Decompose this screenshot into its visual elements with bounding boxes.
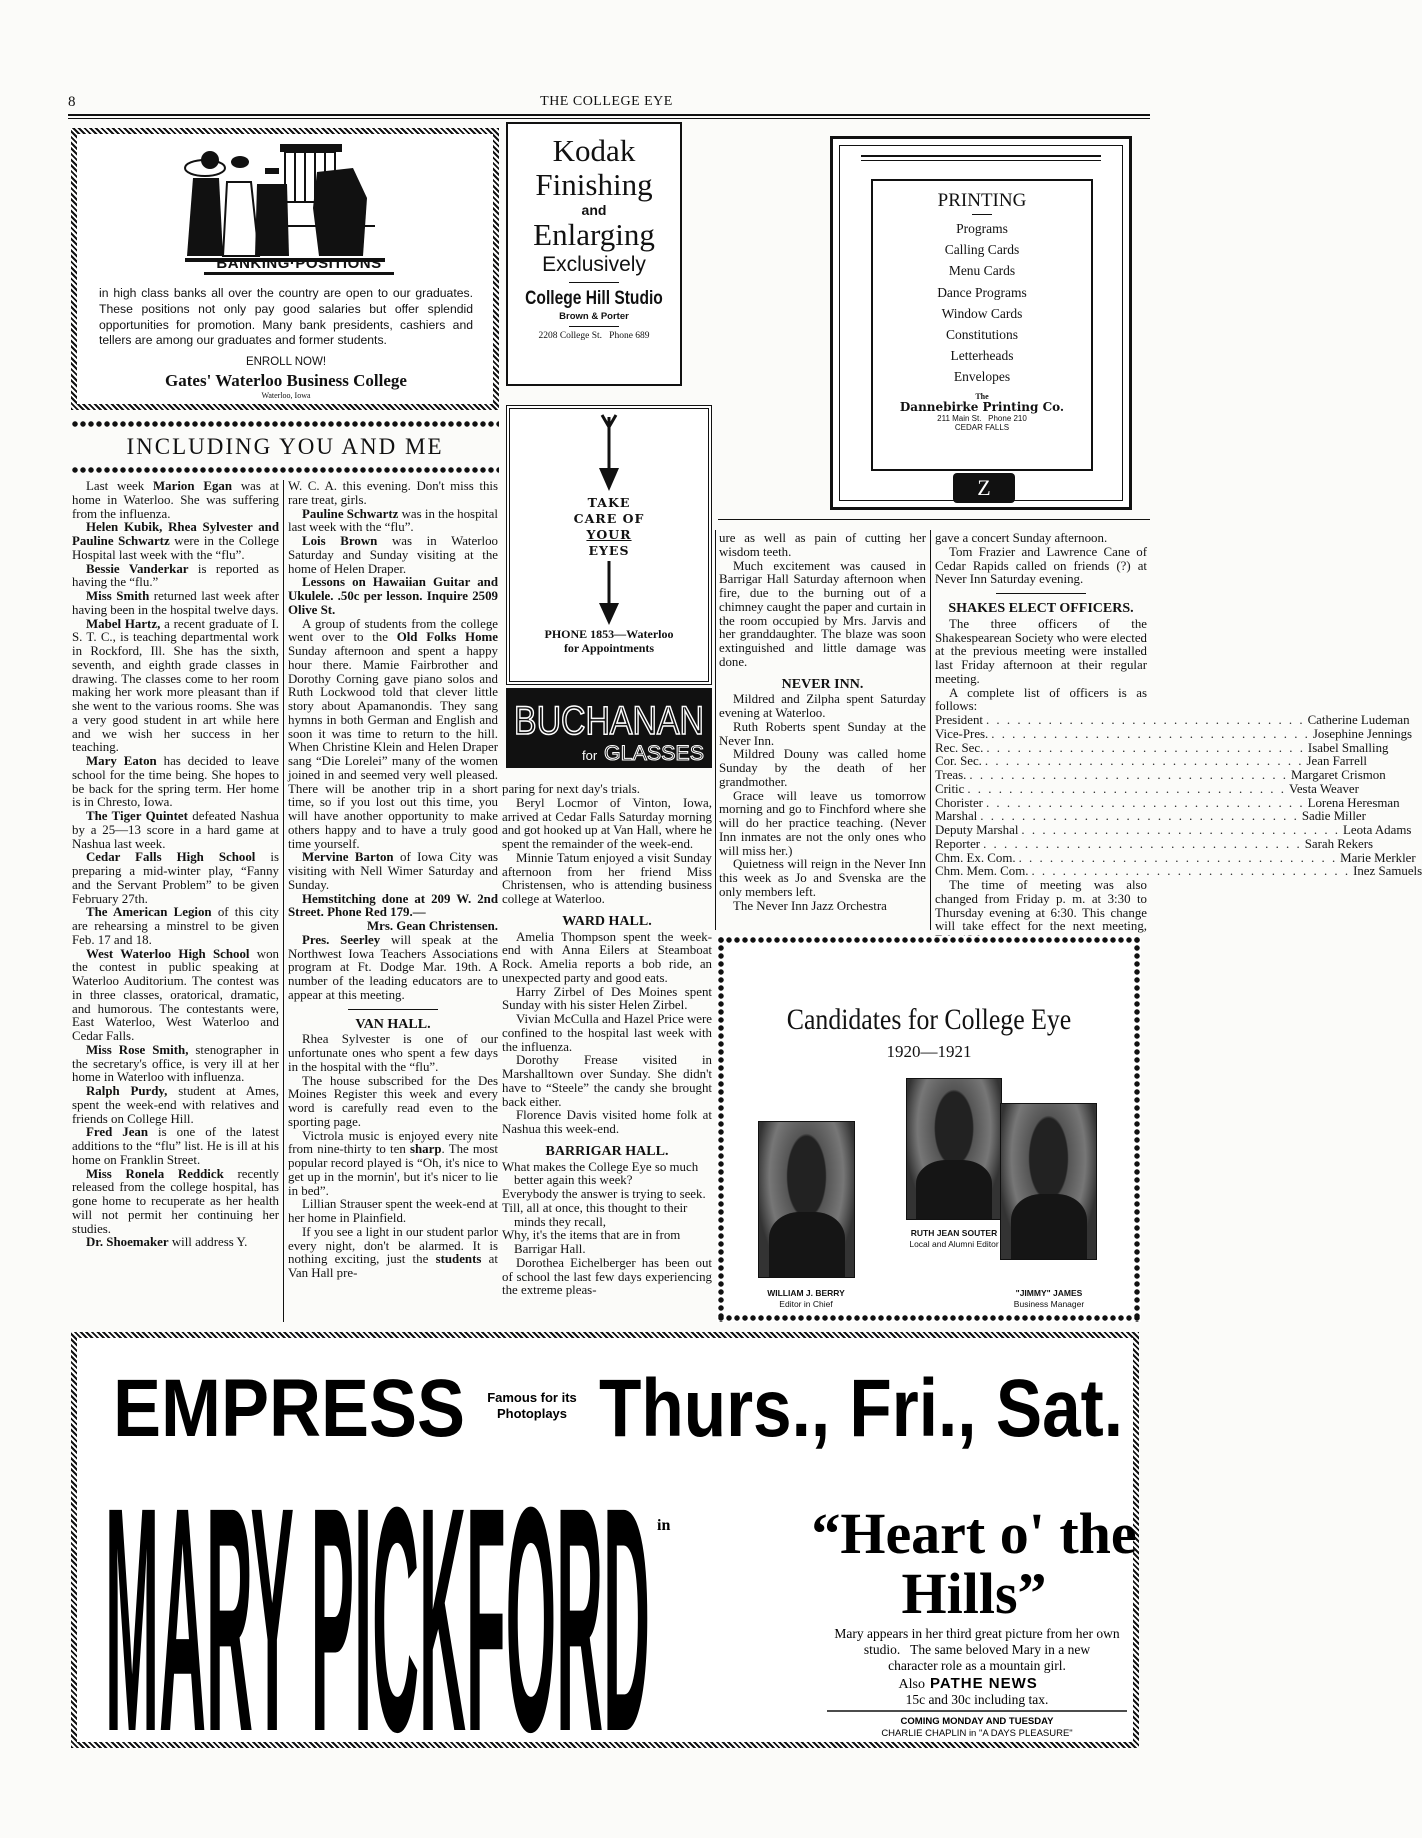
news-item <box>72 851 279 906</box>
buchanan-logo-art <box>508 690 710 766</box>
news-item <box>72 906 279 947</box>
film-description: character role as a mountain girl. <box>888 1658 1066 1673</box>
banking-ad-body <box>99 286 473 401</box>
news-item-text: Last week <box>86 479 154 493</box>
news-item-lead: Hemstitching done at 209 W. 2nd Street. Phone Red 179.— <box>288 891 498 920</box>
officer-name: Leota Adams <box>1343 823 1412 837</box>
arrow-down-icon <box>594 413 624 495</box>
news-item-lead: Miss Rose Smith, <box>86 1042 189 1057</box>
news-item-lead: Mrs. Gean Christensen. <box>366 919 498 933</box>
slogan-line-1: Famous for its <box>487 1390 577 1405</box>
diamond-border <box>717 1314 1141 1322</box>
your-line: YOUR <box>586 527 632 542</box>
news-item-text: won the contest in public speaking at Waterloo Auditorium. The contest was in three classes, oratorical, dramatic, and humorous. The contestants were, East Waterloo, West Waterloo and Cedar Falls. <box>72 946 279 1043</box>
enroll-now: ENROLL NOW! <box>245 356 327 369</box>
phone-line: PHONE 1853—Waterloo <box>544 627 674 641</box>
printing-service-item: Calling Cards <box>944 242 1020 258</box>
news-item <box>72 755 279 810</box>
news-item-lead: sharp <box>410 1142 442 1157</box>
news-item <box>935 618 1147 687</box>
poem-line: Till, all at once, this thought to their minds they recall, <box>502 1200 688 1229</box>
empress-theater-ad <box>71 1332 1139 1798</box>
school-location: Waterloo, Iowa <box>261 390 311 400</box>
news-item-text: defeated Nashua by a 25—13 score in a hard game at Nashua last week. <box>72 809 279 851</box>
printing-service-item: Menu Cards <box>948 263 1016 279</box>
coming-soon-heading: COMING MONDAY AND TUESDAY <box>900 1716 1054 1727</box>
section-heading: BARRIGAR HALL. <box>545 1143 669 1159</box>
printing-ad <box>830 136 1132 510</box>
news-item <box>288 920 498 934</box>
news-item-text: Victrola music is enjoyed every nite from nine-thirty to ten <box>288 1128 498 1157</box>
frame-ornament <box>861 155 1101 161</box>
news-item-text: a recent graduate of I. S. T. C., is teaching departmental work in Rockford, Ill. She has the sixth, seventh, and eighth grade classes in drawing. The classes come to her room making her work more pleasant than if she went to the various rooms. She was a very good student in art while here and we wish her success in her teaching. <box>72 616 279 755</box>
eye-ad-text <box>510 495 708 559</box>
news-item-text: The Never Inn Jazz Orchestra <box>733 898 887 913</box>
news-item-text: Lillian Strauser spent the week-end at her home in Plainfield. <box>288 1197 498 1225</box>
news-item-text: Harry Zirbel of Des Moines spent Sunday with his sister Helen Zirbel. <box>502 984 712 1013</box>
news-item-text: If you see a light in our student parlor every night, don't be alarmed. It is nothing exciting, just the <box>288 1224 498 1267</box>
news-item-text: was in Waterloo Saturday and Sunday visiting at the home of Helen Draper. <box>288 534 498 576</box>
news-item <box>288 1198 498 1226</box>
printing-service-item: Constitutions <box>945 327 1018 343</box>
news-item <box>719 721 926 749</box>
officer-name: Josephine Jennings <box>1312 726 1413 741</box>
printing-services-box <box>871 179 1093 471</box>
section-heading: INCLUDING YOU AND ME <box>126 434 444 459</box>
officer-role: President <box>935 713 983 727</box>
arrow-down-icon <box>594 561 624 627</box>
leader-dots <box>985 755 1304 769</box>
banking-positions-heading: BANKING·POSITIONS <box>204 255 394 275</box>
news-item-text: A group of students from the college went over to the <box>288 616 498 645</box>
printing-service-item: Window Cards <box>941 305 1023 321</box>
news-item-text: gave a concert Sunday afternoon. <box>935 531 1108 545</box>
news-item <box>288 480 498 508</box>
section-heading: WARD HALL. <box>562 913 652 929</box>
officer-name: Jean Farrell <box>1306 754 1367 769</box>
news-item <box>719 900 926 914</box>
officer-role: Rec. Sec. <box>935 740 984 755</box>
news-item <box>719 532 926 560</box>
news-item-lead: students <box>435 1252 482 1267</box>
officer-role: Chm. Mem. Com. <box>935 864 1029 879</box>
divider <box>569 282 619 283</box>
candidate-name: "JIMMY" JAMES <box>1015 1288 1083 1298</box>
leader-dots <box>1019 852 1338 866</box>
film-description: studio. The same beloved Mary in a new <box>863 1642 1091 1657</box>
officer-role: Critic <box>935 781 965 796</box>
news-item-text: Ruth Roberts spent Sunday at the Never Inn. <box>719 719 926 748</box>
candidate-role: Business Manager <box>1013 1299 1085 1309</box>
leader-dots <box>983 838 1302 852</box>
news-item <box>502 1013 712 1054</box>
candidate-caption <box>974 1288 1124 1310</box>
officer-role: Chm. Ex. Com. <box>935 850 1016 865</box>
leader-dots <box>986 797 1305 811</box>
news-item-text: Rhea Sylvester is one of our unfortunate ones who spent a few days in the hospital with the “flu”. <box>288 1032 498 1074</box>
news-column-5 <box>935 531 1422 934</box>
slogan-line-2: Photoplays <box>496 1406 568 1421</box>
news-item <box>72 948 279 1044</box>
masthead-title: THE COLLEGE EYE <box>540 94 673 109</box>
ticket-price: 15c and 30c including tax. <box>905 1692 1049 1707</box>
officer-name: Marie Merkler <box>1340 850 1416 865</box>
officer-role: Marshal <box>935 809 978 824</box>
news-item <box>72 1085 279 1126</box>
candidate-caption <box>731 1288 881 1310</box>
officer-role: Deputy Marshal <box>935 823 1019 837</box>
also-label: Also <box>898 1677 925 1692</box>
news-item-lead: Bessie Vanderkar <box>86 561 189 576</box>
section-rule <box>996 593 1086 594</box>
candidates-title: Candidates for College Eye <box>786 1003 1072 1036</box>
column-rule <box>283 480 284 1322</box>
news-item-text: ure as well as pain of cutting her wisdom teeth. <box>719 531 926 559</box>
diamond-border <box>717 936 725 1322</box>
news-item-lead: Mervine Barton <box>302 850 394 865</box>
officer-row <box>935 850 1416 866</box>
news-item-lead: Lessons on Hawaiian Guitar and Ukulele. .50c per lesson. Inquire 2509 Olive St. <box>288 575 498 617</box>
news-item-text: The time of meeting was also changed from Friday p. m. at 3:30 to Thursday evening at 6:30. This change will take effect for the next meeting, <box>935 878 1147 934</box>
empress-ad-art <box>77 1338 1137 1798</box>
officer-row <box>935 713 1410 728</box>
printing-service-item: Programs <box>956 221 1008 236</box>
officer-row <box>935 795 1400 811</box>
leader-dots <box>980 810 1299 824</box>
and-line: and <box>581 202 607 218</box>
poem-line: Why, it's the items that are in from Barrigar Hall. <box>502 1228 681 1256</box>
news-item <box>288 576 498 617</box>
news-item <box>502 1257 712 1298</box>
candidate-name: WILLIAM J. BERRY <box>767 1288 845 1298</box>
enlarging-line: Enlarging <box>533 217 655 252</box>
news-item <box>502 783 712 797</box>
officer-row <box>935 768 1386 783</box>
news-item-text: Tom Frazier and Lawrence Cane of Cedar Rapids called on friends (?) at Never Inn Saturday evening. <box>935 544 1147 587</box>
printing-services-list <box>873 218 1091 388</box>
appointments-line: for Appointments <box>563 641 655 655</box>
news-item-text: is reported as having the “flu.” <box>72 561 279 590</box>
brand-name: BUCHANAN <box>514 699 704 743</box>
news-item-text: were in the College Hospital last week with the “flu”. <box>72 534 279 562</box>
officer-name: Sarah Rekers <box>1304 836 1374 851</box>
officer-name: Margaret Crismon <box>1291 768 1386 782</box>
news-item <box>288 618 498 852</box>
news-item-text: The three officers of the Shakespearean Society who were elected at the previous meeting were installed last Friday afternoon at their regular meeting. <box>935 616 1147 686</box>
news-item-lead: Cedar Falls High School <box>86 850 256 865</box>
news-item <box>288 535 498 576</box>
diamond-border <box>71 420 499 428</box>
news-item <box>719 790 926 859</box>
news-column-3 <box>502 783 712 1323</box>
diamond-border <box>1133 936 1141 1322</box>
exclusively-line: Exclusively <box>542 253 646 276</box>
company-article: The <box>975 391 989 401</box>
news-item <box>502 852 712 907</box>
divider <box>972 214 992 215</box>
candidates-years: 1920—1921 <box>886 1042 972 1061</box>
news-item-text: Vivian McCulla and Hazel Price were confined to the hospital last week with the influenza. <box>502 1012 712 1054</box>
news-item-lead: Mabel Hartz, <box>86 616 161 631</box>
officer-name: Sadie Miller <box>1301 809 1366 824</box>
kodak-line: Kodak <box>552 133 636 168</box>
news-item-text: was in the hospital last week with the “flu”. <box>288 506 498 535</box>
leader-dots <box>991 728 1310 742</box>
news-item-lead: Lois Brown <box>302 534 378 548</box>
news-item <box>288 934 498 1003</box>
film-description: Mary appears in her third great picture from her own <box>834 1626 1120 1641</box>
banking-ad-text: in high class banks all over the country are open to our graduates. These positions not only pay good salaries but offer splendid opportunities for promotion. Many bank presidents, cashiers and tellers are among our graduates and former students. <box>99 286 473 348</box>
news-item-text: Beryl Locmor of Vinton, Iowa, arrived at Cedar Falls Saturday morning and got hooked up at Van Hall, where he spent the remainder of the week-end. <box>502 795 712 851</box>
leader-dots <box>969 769 1288 783</box>
printing-title: PRINTING <box>937 190 1027 211</box>
coming-soon-feature: CHARLIE CHAPLIN in "A DAYS PLEASURE" <box>881 1728 1073 1739</box>
officer-row <box>935 726 1413 742</box>
banking-positions-ad <box>71 128 499 410</box>
take-line: TAKE <box>587 495 631 510</box>
frame-monogram: Z <box>953 473 1015 503</box>
news-item <box>288 893 498 921</box>
news-item-lead: Ralph Purdy, <box>86 1084 168 1098</box>
news-item-text: is one of the latest additions to the “flu” list. He is ill at his home on Franklin Street. <box>72 1125 279 1167</box>
news-item-text: Amelia Thompson spent the week-end with Anna Eilers at Steamboat Rock. Amelia reports a bob ride, an unexpected party and good eats. <box>502 929 712 985</box>
news-item-lead: Pauline Schwartz <box>302 506 399 521</box>
news-item <box>288 1130 498 1199</box>
eyes-line: EYES <box>588 543 630 558</box>
news-item-text: of Iowa City was visiting with Nell Wimer Saturday and Sunday. <box>288 850 498 892</box>
section-heading: VAN HALL. <box>355 1016 431 1032</box>
news-item <box>719 693 926 721</box>
leader-dots <box>1031 865 1350 879</box>
news-item <box>719 748 926 789</box>
news-column-4 <box>719 532 926 930</box>
officer-role: Reporter <box>935 836 981 851</box>
film-title-line-1: “Heart o' the <box>811 1501 1137 1566</box>
company-city: CEDAR FALLS <box>954 422 1010 432</box>
officer-row <box>935 864 1422 879</box>
column-rule <box>930 530 931 930</box>
finishing-line: Finishing <box>535 167 653 202</box>
candidate-role: Local and Alumni Editor <box>909 1239 999 1249</box>
news-item-text: A complete list of officers is as follows: <box>935 685 1147 714</box>
leader-dots <box>986 714 1305 728</box>
printing-service-item: Dance Programs <box>937 284 1027 300</box>
news-item-text: Florence Davis visited home folk at Nashua this week-end. <box>502 1108 712 1136</box>
news-item <box>502 931 712 986</box>
news-item <box>288 1226 498 1281</box>
news-item-text: W. C. A. this evening. Don't miss this rare treat, girls. <box>288 479 498 507</box>
news-item-text: returned last week after having been in the hospital twelve days. <box>72 589 279 617</box>
news-item <box>72 1236 279 1250</box>
news-item-text: Quietness will reign in the Never Inn this week as Jo and Svenska are the only members left. <box>719 857 926 899</box>
officer-role: Chorister <box>935 795 983 810</box>
news-item <box>72 521 279 562</box>
brand-for: for <box>582 748 598 763</box>
officer-name: Lorena Heresman <box>1307 795 1400 810</box>
officer-name: Isabel Smalling <box>1307 740 1389 755</box>
news-item <box>72 590 279 618</box>
officer-name: Catherine Ludeman <box>1307 713 1410 727</box>
section-rule <box>348 1009 438 1010</box>
news-item <box>288 851 498 892</box>
officer-name: Vesta Weaver <box>1288 781 1359 796</box>
news-column-1 <box>72 480 279 1322</box>
news-item <box>72 563 279 591</box>
news-item <box>935 687 1147 715</box>
section-heading: NEVER INN. <box>781 676 864 692</box>
school-name: Gates' Waterloo Business College <box>165 370 407 390</box>
kodak-finishing-ad <box>506 122 682 386</box>
news-item <box>719 560 926 670</box>
news-item-lead: Fred Jean <box>86 1125 149 1140</box>
news-item <box>502 986 712 1014</box>
studio-name: College Hill Studio <box>525 288 663 309</box>
news-item-text: Mildred Douny was called home Sunday by the death of her grandmother. <box>719 747 926 789</box>
news-item-text: is preparing a mid-winter play, “Fanny and the Servant Problem” to be given February 27th. <box>72 850 279 906</box>
news-item <box>502 797 712 852</box>
news-item-lead: The Tiger Quintet <box>86 809 188 823</box>
news-item-text: at Van Hall pre- <box>288 1252 498 1280</box>
divider <box>569 326 619 327</box>
section-heading: SHAKES ELECT OFFICERS. <box>948 601 1134 616</box>
officer-name: Inez Samuels <box>1353 864 1422 879</box>
news-item-text: Dorothy Frease visited in Marshalltown over Sunday. She didn't have to “Steele” the candy she brought back either. <box>502 1053 712 1109</box>
news-item <box>72 810 279 851</box>
candidate-caption <box>879 1228 1029 1250</box>
news-item <box>288 1075 498 1130</box>
buchanan-glasses-logo <box>506 688 712 768</box>
news-item-text: recently released from the college hospital, has gone home to recuperate as her health will not permit her continuing her studies. <box>72 1166 279 1236</box>
news-item <box>72 1044 279 1085</box>
company-name: Dannebirke Printing Co. <box>899 399 1065 414</box>
officer-role: Cor. Sec. <box>935 754 982 769</box>
bank-customers-illustration <box>185 138 385 262</box>
leader-dots <box>1021 824 1340 838</box>
news-item <box>502 1054 712 1109</box>
column-rule <box>715 530 716 930</box>
eye-care-ad <box>506 405 712 685</box>
news-column-2 <box>288 480 498 1322</box>
news-item-text: student at Ames, spent the week-end with relatives and friends on College Hill. <box>72 1084 279 1126</box>
news-item-text: Sunday afternoon and spent a happy hour there. Mamie Fairbrother and Dorothy Corning gave piano solos and Ruth Lockwood told that clever little story about Apamanondis. They sang hymns in both German and English and soon it was time to return to the hill. When Christine Klein and Helen Draper sang “Die Lorelei” many of the women joined in and seemed very well pleased. There will be another trip in a short time, so if you lost out this time, you will have another opportunity to make others happy and to have a truly good time yourself. <box>288 644 498 851</box>
news-item <box>72 1168 279 1237</box>
news-item-lead: Pres. Seerley <box>302 932 381 947</box>
star-name: MARY PICKFORD <box>105 1440 650 1798</box>
news-item-lead: West Waterloo High School <box>86 946 250 961</box>
printing-service-item: Letterheads <box>950 348 1014 364</box>
news-item-text: Dorothea Eichelberger has been out of school the last few days experiencing the extreme pleas- <box>502 1255 712 1298</box>
officer-role: Treas. <box>935 768 967 782</box>
news-item-text: Minnie Tatum enjoyed a visit Sunday afternoon from her friend Miss Christensen, who is attending business college at Waterloo. <box>502 850 712 906</box>
news-item-lead: Marion Egan <box>153 479 233 493</box>
also-feature: PATHE NEWS <box>930 1675 1038 1692</box>
film-title-line-2: Hills” <box>901 1561 1047 1626</box>
news-item-text: Grace will leave us tomorrow morning and go to Finchford where she will do her practice teaching. (Never Inn inmates are not the only ones who will miss her.) <box>719 788 926 858</box>
news-item-lead: Mary Eaton <box>86 754 157 768</box>
news-item-text: The house subscribed for the Des Moines Register this week and every word is carefully read even to the sporting page. <box>288 1073 498 1129</box>
studio-address: 2208 College St. Phone 689 <box>538 331 650 341</box>
news-item-text: paring for next day's trials. <box>502 782 640 796</box>
officer-row <box>935 781 1359 797</box>
officer-role: Vice-Pres. <box>935 726 989 741</box>
news-item <box>935 546 1147 587</box>
diamond-border <box>717 936 1141 944</box>
news-item-text: will speak at the Northwest Iowa Teachers Associations program at Ft. Dodge Mar. 19th. A number of the leading educators are to appear at this meeting. <box>288 932 498 1002</box>
officer-row <box>935 836 1374 852</box>
show-days: Thurs., Fri., Sat. <box>599 1363 1123 1454</box>
news-item <box>72 480 279 521</box>
news-item-text: of this city are rehearsing a minstrel to be given Feb. 17 and 18. <box>72 905 279 947</box>
company-address: 211 Main St. Phone 210 <box>937 413 1027 423</box>
leader-dots <box>986 742 1305 756</box>
officer-row <box>935 754 1367 769</box>
news-item <box>502 1109 712 1137</box>
section-rule <box>718 519 1150 520</box>
candidate-photo <box>758 1121 855 1278</box>
officer-row <box>935 823 1412 838</box>
news-item <box>935 532 1147 546</box>
theater-name: EMPRESS <box>113 1363 465 1454</box>
leader-dots <box>967 783 1286 797</box>
candidate-role: Editor in Chief <box>779 1299 833 1309</box>
page-number: 8 <box>68 94 76 110</box>
news-item-lead: Helen Kubik, Rhea Sylvester and Pauline Schwartz <box>72 520 279 548</box>
candidate-name: RUTH JEAN SOUTER <box>910 1228 998 1238</box>
officer-row <box>935 740 1389 756</box>
news-item-text: has decided to leave school for the time being. She hopes to be back for the spring term. Her home is in Chresto, Iowa. <box>72 754 279 810</box>
news-item-text: Mildred and Zilpha spent Saturday evening at Waterloo. <box>719 692 926 720</box>
news-item-lead: Miss Ronela Reddick <box>86 1166 224 1181</box>
news-item <box>72 618 279 756</box>
news-item <box>719 858 926 899</box>
candidate-photo <box>906 1078 1002 1220</box>
in-label: in <box>657 1517 671 1534</box>
news-item-text: Much excitement was caused in Barrigar Hall Saturday afternoon when fire, due to the burning out of a chimney caught the paper and curtain in the room occupied by Mrs. Jarvis and her granddaughter. The blaze was soon extinguished and little damage was done. <box>719 558 926 669</box>
news-item-lead: Old Folks Home <box>396 630 498 645</box>
care-of-line: CARE OF <box>573 511 645 526</box>
officer-row <box>935 809 1366 824</box>
studio-owners: Brown & Porter <box>559 311 629 322</box>
news-item <box>72 1126 279 1167</box>
news-item <box>288 508 498 536</box>
news-item <box>288 1033 498 1074</box>
masthead-rule <box>68 114 1150 119</box>
news-item-lead: Miss Smith <box>86 589 150 603</box>
poem-line: What makes the College Eye so much better again this week? <box>502 1159 699 1188</box>
printing-service-item: Envelopes <box>953 369 1011 385</box>
brand-glasses: GLASSES <box>604 742 704 765</box>
news-item-lead: Dr. Shoemaker <box>86 1235 169 1250</box>
news-item-text: stenographer in the secretary's office, is very ill at her home in Waterloo with influenza. <box>72 1042 279 1085</box>
diamond-border <box>71 466 499 474</box>
news-item-text: . The most popular record played is “Oh, it's nice to get up in the mornin', but it's nicer to lie in bed”. <box>288 1142 499 1198</box>
candidates-box <box>717 936 1141 1322</box>
news-item-text: will address Y. <box>168 1235 248 1250</box>
poem-line: Everybody the answer is trying to seek. <box>502 1187 706 1201</box>
news-item-text: was at home in Waterloo. She was suffering from the influenza. <box>72 479 279 521</box>
news-item-lead: The American Legion <box>86 905 212 920</box>
